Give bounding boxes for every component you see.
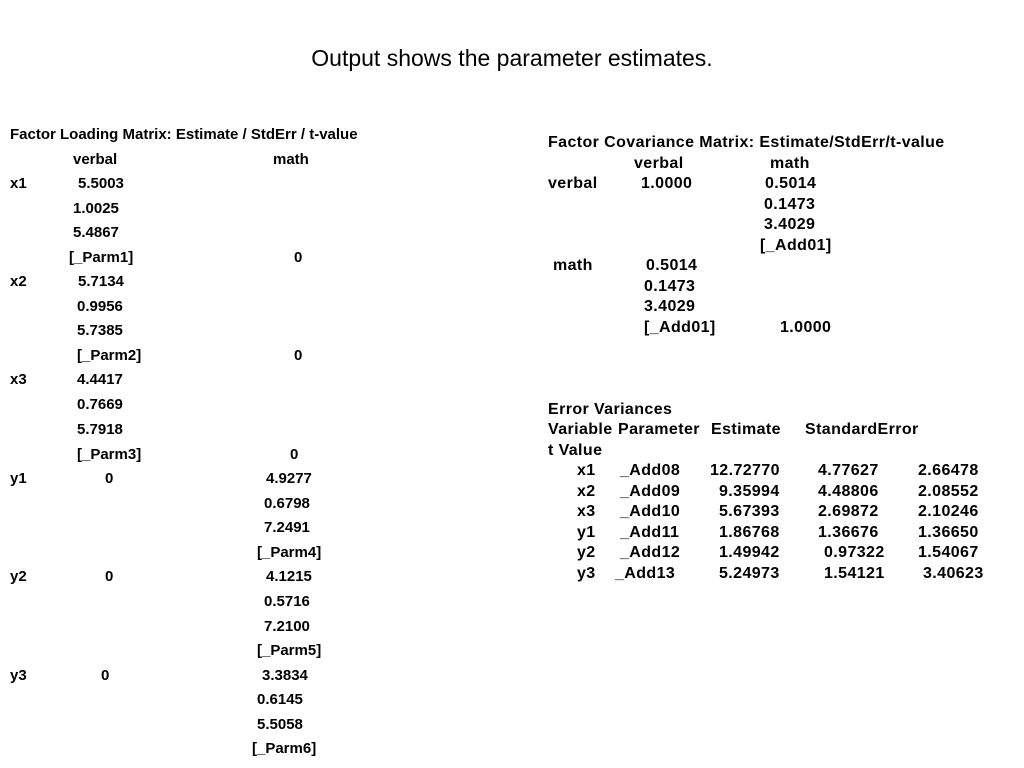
covariance-matrix-heading: Factor Covariance Matrix: Estimate/StdErr/t-value xyxy=(548,134,945,151)
loading-x2-math-value: 0 xyxy=(294,347,303,364)
loading-y2-math-estimate: 4.1215 xyxy=(266,568,312,585)
loading-y1-math-tvalue: 7.2491 xyxy=(264,519,310,536)
error-variances-heading: Error Variances xyxy=(548,401,673,418)
error-x3-estimate: 5.67393 xyxy=(719,503,780,520)
covariance-math-label: math xyxy=(553,257,593,274)
covariance-math-verbal-param: [_Add01] xyxy=(644,319,716,336)
loading-x1-math-value: 0 xyxy=(294,249,303,266)
loading-y2-verbal-value: 0 xyxy=(105,568,114,585)
loading-x2-label: x2 xyxy=(10,273,27,290)
loading-y2-label: y2 xyxy=(10,568,27,585)
error-y1-estimate: 1.86768 xyxy=(719,524,780,541)
loading-x3-verbal-stderr: 0.7669 xyxy=(77,396,123,413)
error-x1-parameter: _Add08 xyxy=(620,462,681,479)
covariance-math-math-value: 1.0000 xyxy=(780,319,832,336)
loading-matrix-heading: Factor Loading Matrix: Estimate / StdErr / t-value xyxy=(10,126,358,143)
error-x3-t-value: 2.10246 xyxy=(918,503,979,520)
loading-x3-verbal-param: [_Parm3] xyxy=(77,446,142,463)
loading-x2-verbal-stderr: 0.9956 xyxy=(77,298,123,315)
covariance-verbal-math-tvalue: 3.4029 xyxy=(764,216,816,233)
error-col-header-t-value: t Value xyxy=(548,442,603,459)
loading-y1-math-param: [_Parm4] xyxy=(257,544,322,561)
error-y3-variable: y3 xyxy=(577,565,596,582)
loading-y3-math-stderr: 0.6145 xyxy=(257,691,303,708)
loading-y1-label: y1 xyxy=(10,470,27,487)
error-x1-estimate: 12.72770 xyxy=(710,462,780,479)
error-x2-variable: x2 xyxy=(577,483,596,500)
error-y2-parameter: _Add12 xyxy=(620,544,681,561)
error-x2-estimate: 9.35994 xyxy=(719,483,780,500)
loading-y2-math-tvalue: 7.2100 xyxy=(264,618,310,635)
slide-title: Output shows the parameter estimates. xyxy=(311,45,713,71)
covariance-verbal-label: verbal xyxy=(548,175,598,192)
error-y1-standard-error: 1.36676 xyxy=(818,524,879,541)
loading-y2-math-stderr: 0.5716 xyxy=(264,593,310,610)
loading-y1-verbal-value: 0 xyxy=(105,470,114,487)
loading-y1-math-stderr: 0.6798 xyxy=(264,495,310,512)
loading-col-header-math: math xyxy=(273,151,309,168)
loading-y3-verbal-value: 0 xyxy=(101,667,110,684)
covariance-verbal-verbal-value: 1.0000 xyxy=(641,175,693,192)
error-y2-estimate: 1.49942 xyxy=(719,544,780,561)
loading-x1-label: x1 xyxy=(10,175,27,192)
error-x2-parameter: _Add09 xyxy=(620,483,681,500)
error-col-header-estimate: Estimate xyxy=(711,421,781,438)
error-x2-t-value: 2.08552 xyxy=(918,483,979,500)
error-col-header-parameter: Parameter xyxy=(618,421,700,438)
error-x2-standard-error: 4.48806 xyxy=(818,483,879,500)
loading-col-header-verbal: verbal xyxy=(73,151,118,168)
covariance-math-verbal-stderr: 0.1473 xyxy=(644,278,696,295)
error-y3-standard-error: 1.54121 xyxy=(824,565,885,582)
error-x1-standard-error: 4.77627 xyxy=(818,462,879,479)
error-y1-variable: y1 xyxy=(577,524,596,541)
covariance-col-header-verbal: verbal xyxy=(634,155,684,172)
error-y2-standard-error: 0.97322 xyxy=(824,544,885,561)
loading-x3-label: x3 xyxy=(10,371,27,388)
error-x3-standard-error: 2.69872 xyxy=(818,503,879,520)
loading-y3-math-tvalue: 5.5058 xyxy=(257,716,303,733)
covariance-math-verbal-estimate: 0.5014 xyxy=(646,257,698,274)
covariance-verbal-math-estimate: 0.5014 xyxy=(765,175,817,192)
error-x3-variable: x3 xyxy=(577,503,596,520)
error-col-header-variable: Variable xyxy=(548,421,613,438)
loading-y2-math-param: [_Parm5] xyxy=(257,642,322,659)
loading-x3-math-value: 0 xyxy=(290,446,299,463)
covariance-verbal-math-stderr: 0.1473 xyxy=(764,196,816,213)
loading-y3-math-param: [_Parm6] xyxy=(252,740,317,757)
loading-x1-verbal-stderr: 1.0025 xyxy=(73,200,119,217)
covariance-verbal-math-param: [_Add01] xyxy=(760,237,832,254)
covariance-math-verbal-tvalue: 3.4029 xyxy=(644,298,696,315)
loading-y3-math-estimate: 3.3834 xyxy=(262,667,308,684)
loading-x1-verbal-param: [_Parm1] xyxy=(69,249,134,266)
error-col-header-standard-error: StandardError xyxy=(805,421,919,438)
loading-x3-verbal-tvalue: 5.7918 xyxy=(77,421,123,438)
error-x1-variable: x1 xyxy=(577,462,596,479)
loading-y3-label: y3 xyxy=(10,667,27,684)
error-y1-parameter: _Add11 xyxy=(620,524,680,541)
loading-x3-verbal-estimate: 4.4417 xyxy=(77,371,123,388)
error-x1-t-value: 2.66478 xyxy=(918,462,979,479)
error-x3-parameter: _Add10 xyxy=(620,503,681,520)
error-y3-estimate: 5.24973 xyxy=(719,565,780,582)
loading-x1-verbal-tvalue: 5.4867 xyxy=(73,224,119,241)
loading-x2-verbal-tvalue: 5.7385 xyxy=(77,322,123,339)
loading-x2-verbal-param: [_Parm2] xyxy=(77,347,142,364)
error-y1-t-value: 1.36650 xyxy=(918,524,979,541)
error-y3-t-value: 3.40623 xyxy=(923,565,984,582)
loading-x2-verbal-estimate: 5.7134 xyxy=(78,273,124,290)
error-y2-t-value: 1.54067 xyxy=(918,544,979,561)
covariance-col-header-math: math xyxy=(770,155,810,172)
error-y3-parameter: _Add13 xyxy=(615,565,676,582)
loading-y1-math-estimate: 4.9277 xyxy=(266,470,312,487)
loading-x1-verbal-estimate: 5.5003 xyxy=(78,175,124,192)
error-y2-variable: y2 xyxy=(577,544,596,561)
